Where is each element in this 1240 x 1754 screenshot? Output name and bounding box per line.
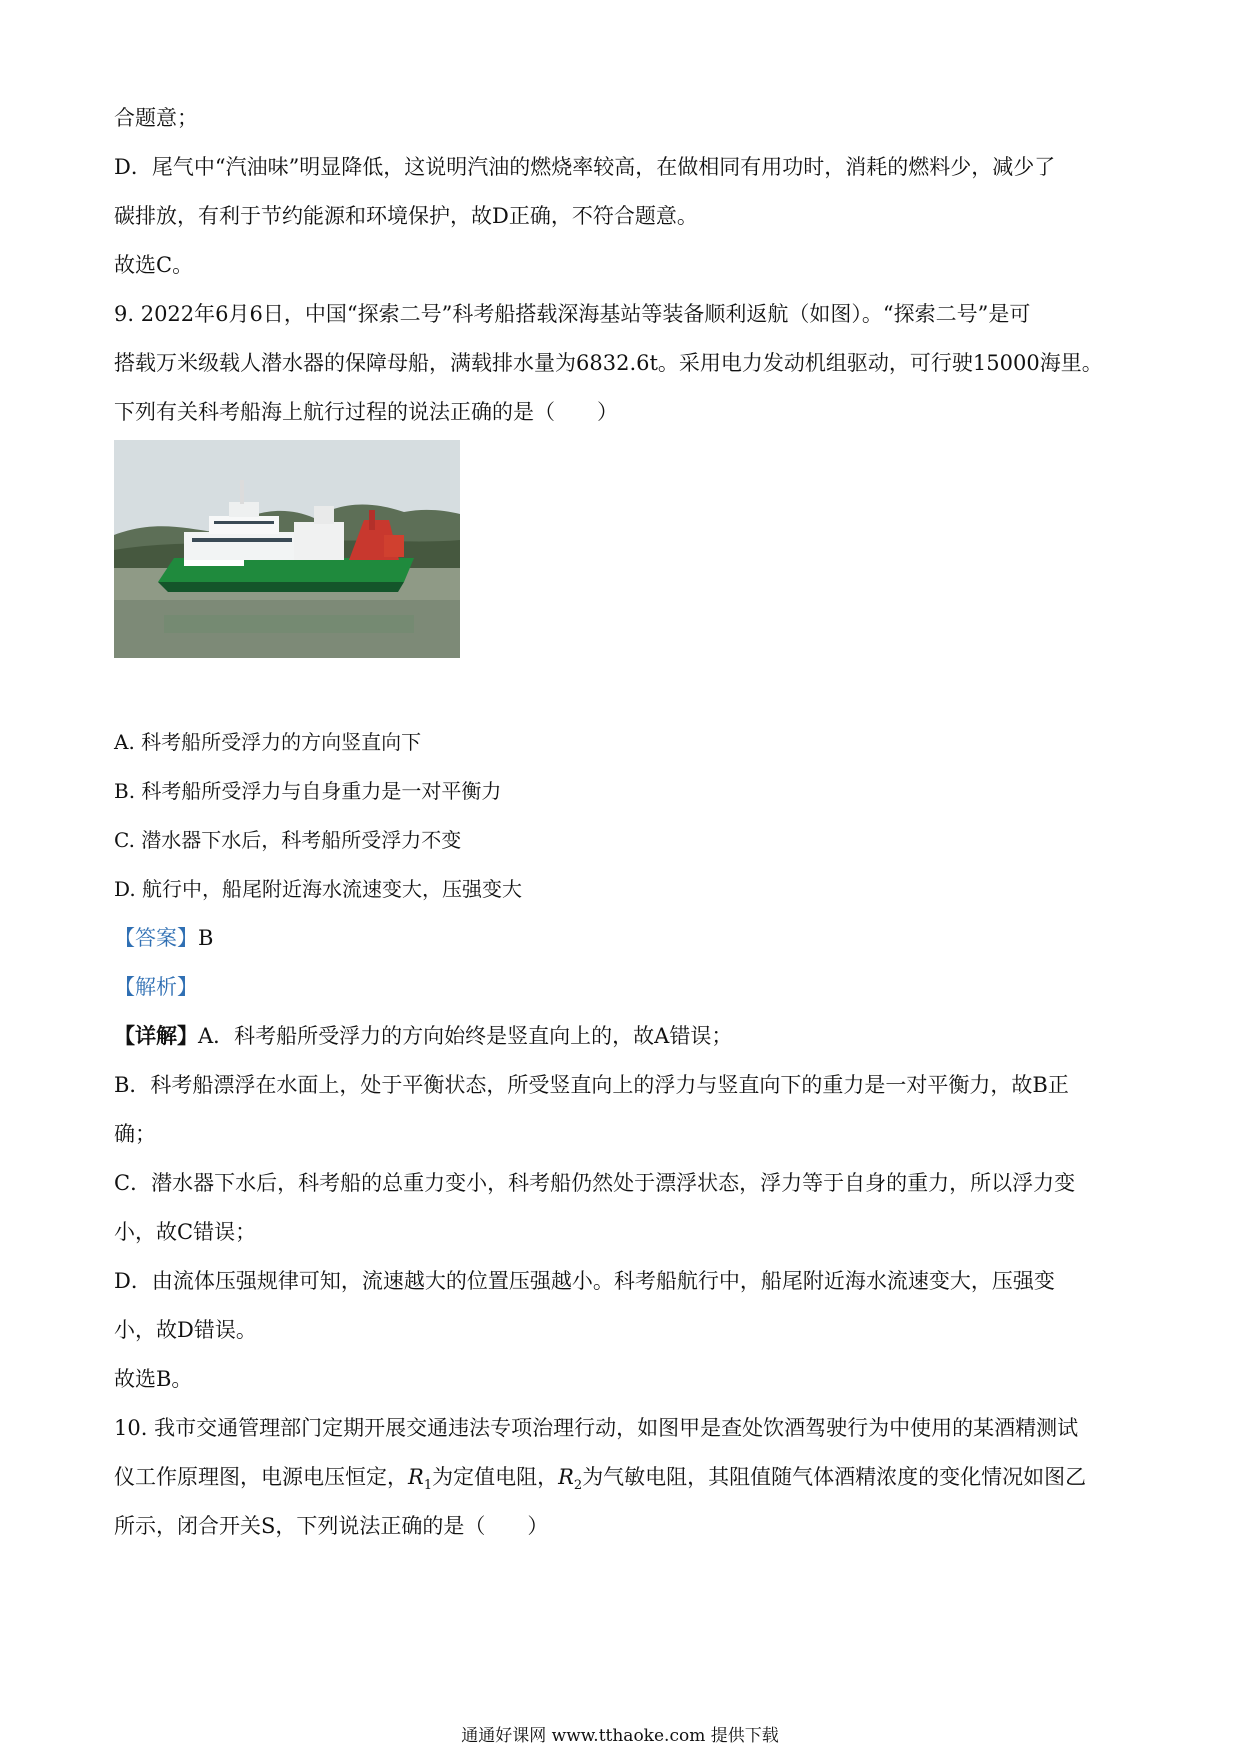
option-b: B. 科考船所受浮力与自身重力是一对平衡力 (114, 779, 502, 803)
question-9-line: 搭载万米级载人潜水器的保障母船，满载排水量为6832.6t。采用电力发动机组驱动，可行驶15000海里。 (114, 351, 1103, 375)
question-9-line: 9. 2022年6月6日，中国“探索二号”科考船搭载深海基站等装备顺利返航（如图）。“探索二号”是可 (114, 302, 1031, 326)
question-10-line (114, 1462, 1086, 1501)
research-ship-photo (114, 440, 460, 658)
text-line: D．尾气中“汽油味”明显降低，这说明汽油的燃烧率较高，在做相同有用功时，消耗的燃料少，减少了 (114, 155, 1056, 179)
option-c: C. 潜水器下水后，科考船所受浮力不变 (114, 828, 462, 852)
question-10-line: 所示，闭合开关S，下列说法正确的是（ ） (114, 1514, 549, 1538)
answer-line (114, 923, 213, 953)
detail-line: 确； (114, 1122, 156, 1146)
analysis-line (114, 972, 198, 1002)
footer-watermark: 通通好课网 www.tthaoke.com 提供下载 (461, 1726, 779, 1746)
q10-text: 为气敏电阻，其阻值随气体酒精浓度的变化情况如图乙 (582, 1465, 1087, 1489)
detail-text: A．科考船所受浮力的方向始终是竖直向上的，故A错误； (198, 1024, 733, 1048)
text-line: 碳排放，有利于节约能源和环境保护，故D正确，不符合题意。 (114, 204, 698, 228)
question-9-line: 下列有关科考船海上航行过程的说法正确的是（ ） (114, 400, 618, 424)
text-line: 合题意； (114, 106, 198, 130)
detail-line: B．科考船漂浮在水面上，处于平衡状态，所受竖直向上的浮力与竖直向下的重力是一对平衡力，故B正 (114, 1073, 1069, 1097)
question-10-line: 10. 我市交通管理部门定期开展交通违法专项治理行动，如图甲是查处饮酒驾驶行为中使用的某酒精测试 (114, 1416, 1079, 1440)
detail-line: 故选B。 (114, 1367, 193, 1391)
r1-subscript: 1 (423, 1478, 433, 1494)
detail-line: 小，故C错误； (114, 1220, 257, 1244)
option-a: A. 科考船所受浮力的方向竖直向下 (114, 730, 422, 754)
detail-line: 小，故D错误。 (114, 1318, 257, 1342)
answer-tag: 【答案】 (114, 926, 198, 950)
r1-symbol: R (408, 1465, 424, 1489)
q10-text: 为定值电阻， (432, 1465, 559, 1489)
text-line: 故选C。 (114, 253, 194, 277)
analysis-tag: 【解析】 (114, 975, 198, 999)
detail-tag: 【详解】 (114, 1023, 198, 1048)
detail-line: C．潜水器下水后，科考船的总重力变小，科考船仍然处于漂浮状态，浮力等于自身的重力，所以浮力变 (114, 1171, 1076, 1195)
r2-subscript: 2 (573, 1478, 583, 1494)
detail-line: D．由流体压强规律可知，流速越大的位置压强越小。科考船航行中，船尾附近海水流速变大，压强变 (114, 1269, 1055, 1293)
answer-value: B (198, 926, 214, 950)
detail-line (114, 1021, 732, 1051)
option-d: D. 航行中，船尾附近海水流速变大，压强变大 (114, 877, 523, 901)
r2-symbol: R (558, 1465, 574, 1489)
q10-text: 仪工作原理图，电源电压恒定， (114, 1465, 408, 1489)
